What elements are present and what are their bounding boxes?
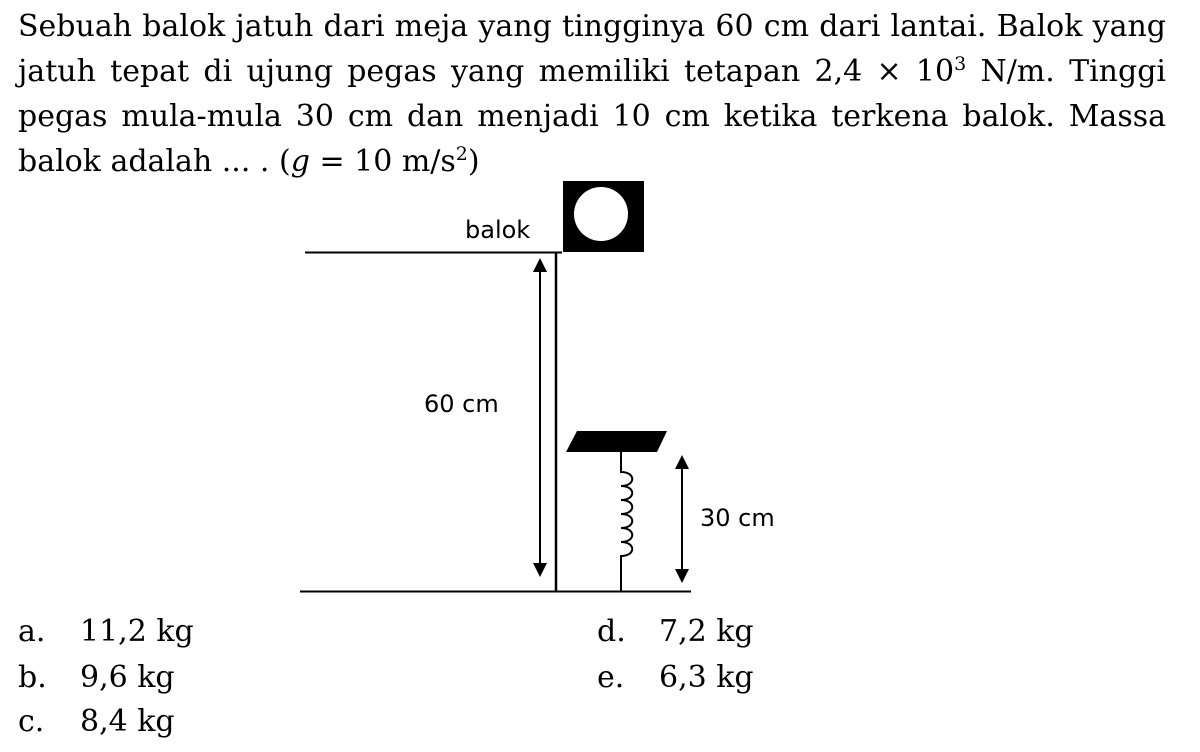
option-letter: e. (597, 660, 625, 695)
spring-label: 30 cm (700, 504, 775, 532)
option-d[interactable] (597, 614, 754, 649)
option-letter: c. (18, 704, 45, 739)
option-letter: a. (18, 614, 46, 649)
question-body: Sebuah balok jatuh dari meja yang tingginya 60 cm dari lantai. Balok yang jatuh tepat di ujung pegas yang memiliki tetapan 2,4 × 10 (18, 9, 1166, 89)
exponent-3: 3 (954, 53, 967, 75)
option-a[interactable] (18, 614, 194, 649)
height-label: 60 cm (424, 390, 499, 418)
option-b[interactable] (18, 660, 175, 695)
option-e[interactable] (597, 660, 754, 695)
exponent-2: 2 (455, 143, 468, 165)
option-value: 6,3 kg (659, 660, 754, 695)
block-label: balok (465, 216, 531, 244)
close-paren: ) (467, 144, 480, 179)
gravity-symbol: g (290, 144, 310, 179)
option-letter: b. (18, 660, 47, 695)
gravity-value: = 10 m/s (309, 144, 456, 179)
option-letter: d. (597, 614, 626, 649)
question-body-cont: N/m. Tinggi pegas mula-mula 30 cm dan menjadi 10 cm ketika terkena balok. Massa balok adalah ... . ( (18, 54, 1166, 179)
option-value: 9,6 kg (80, 660, 175, 695)
option-c[interactable] (18, 704, 175, 739)
option-value: 7,2 kg (659, 614, 754, 649)
option-value: 11,2 kg (80, 614, 194, 649)
option-value: 8,4 kg (80, 704, 175, 739)
